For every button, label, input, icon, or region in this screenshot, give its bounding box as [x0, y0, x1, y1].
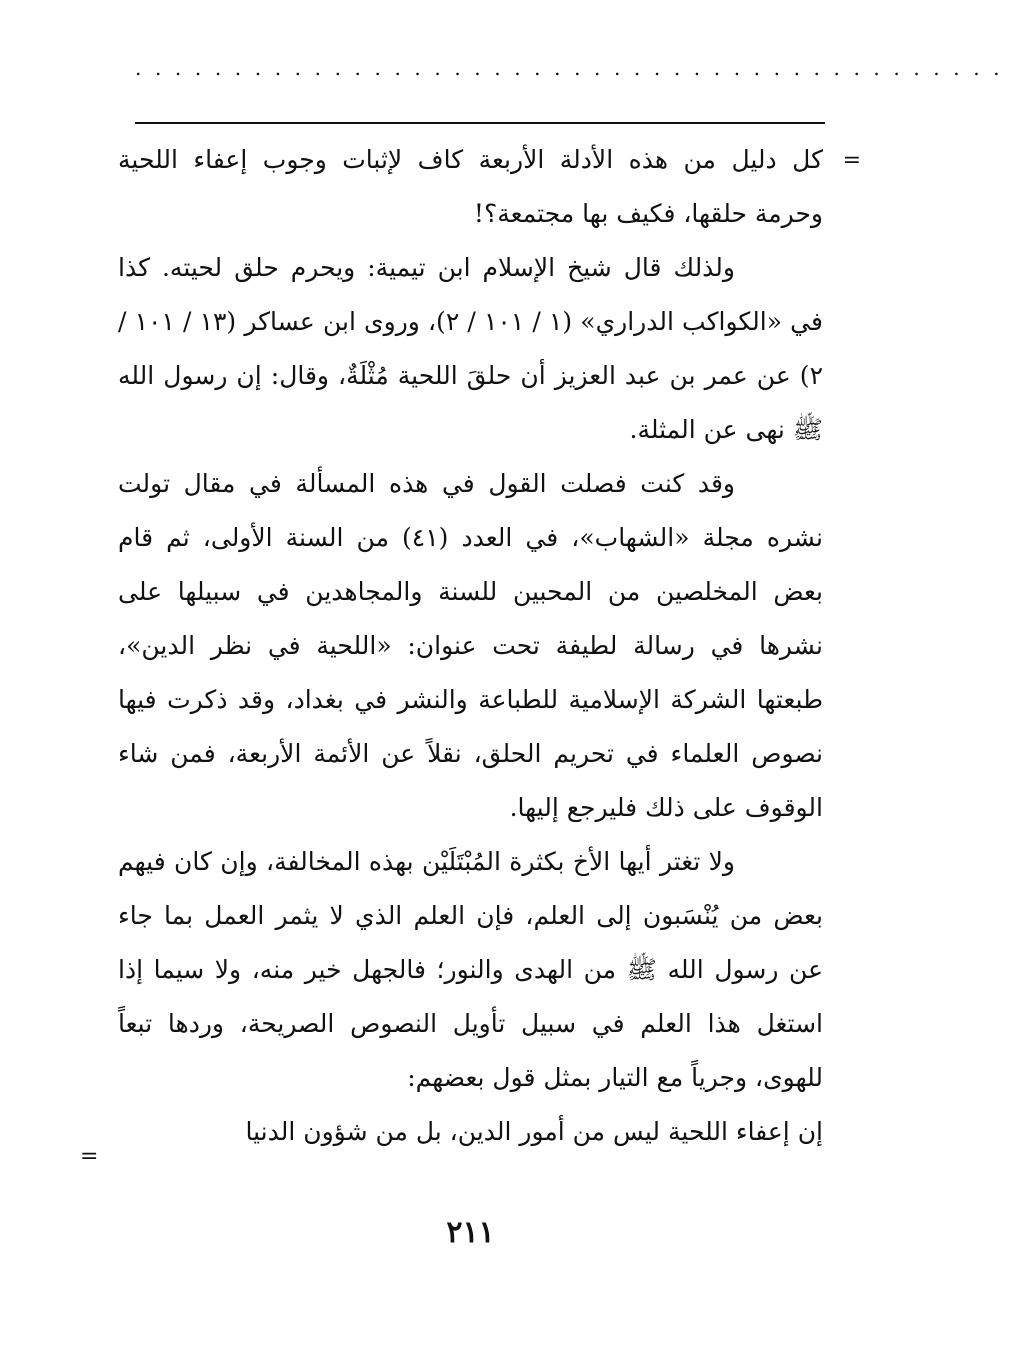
- paragraph-5: إن إعفاء اللحية ليس من أمور الدين، بل من شؤون الدنيا: [245, 1117, 823, 1146]
- page-number: ٢١١: [446, 1215, 495, 1250]
- continuation-mark-end: =: [80, 1144, 99, 1169]
- header-rule: [135, 122, 825, 124]
- paragraph-3: وقد كنت فصلت القول في هذه المسألة في مقال تولت نشره مجلة «الشهاب»، في العدد (٤١) من السنة الأولى، ثم قام بعض المخلصين من المحبين للسنة والمجاهدين في سبيلها على نشرها في رسالة لطيفة تحت عنوان: «اللحية في نظر الدين»، طبعتها الشركة الإسلامية للطباعة والنشر في بغداد، وقد ذكرت فيها نصوص العلماء في تحريم الحلق، نقلاً عن الأئمة الأربعة، فمن شاء الوقوف على ذلك فليرجع إليها.: [118, 469, 823, 822]
- paragraph-2: ولذلك قال شيخ الإسلام ابن تيمية: ويحرم حلق لحيته. كذا في «الكواكب الدراري» (١ / ١٠١ / ٢)، وروى ابن عساكر (١٣ / ١٠١ / ٢) عن عمر بن عبد العزيز أن حلقَ اللحية مُثْلَةٌ، وقال: إن رسول الله ﷺ نهى عن المثلة.: [118, 253, 823, 444]
- paragraph-1: كل دليل من هذه الأدلة الأربعة كاف لإثبات وجوب إعفاء اللحية وحرمة حلقها، فكيف بها مجتمعة؟!: [118, 145, 823, 228]
- continuation-mark-start: =: [842, 148, 861, 173]
- page-body: [118, 133, 823, 1159]
- header-dotted-line: ............................................: [135, 56, 1013, 80]
- paragraph-4: ولا تغتر أيها الأخ بكثرة المُبْتَلَيْن بهذه المخالفة، وإن كان فيهم بعض من يُنْسَبون إلى العلم، فإن العلم الذي لا يثمر العمل بما جاء عن رسول الله ﷺ من الهدى والنور؛ فالجهل خير منه، ولا سيما إذا استغل هذا العلم في سبيل تأويل النصوص الصريحة، وردها تبعاً للهوى، وجرياً مع التيار بمثل قول بعضهم:: [118, 847, 823, 1092]
